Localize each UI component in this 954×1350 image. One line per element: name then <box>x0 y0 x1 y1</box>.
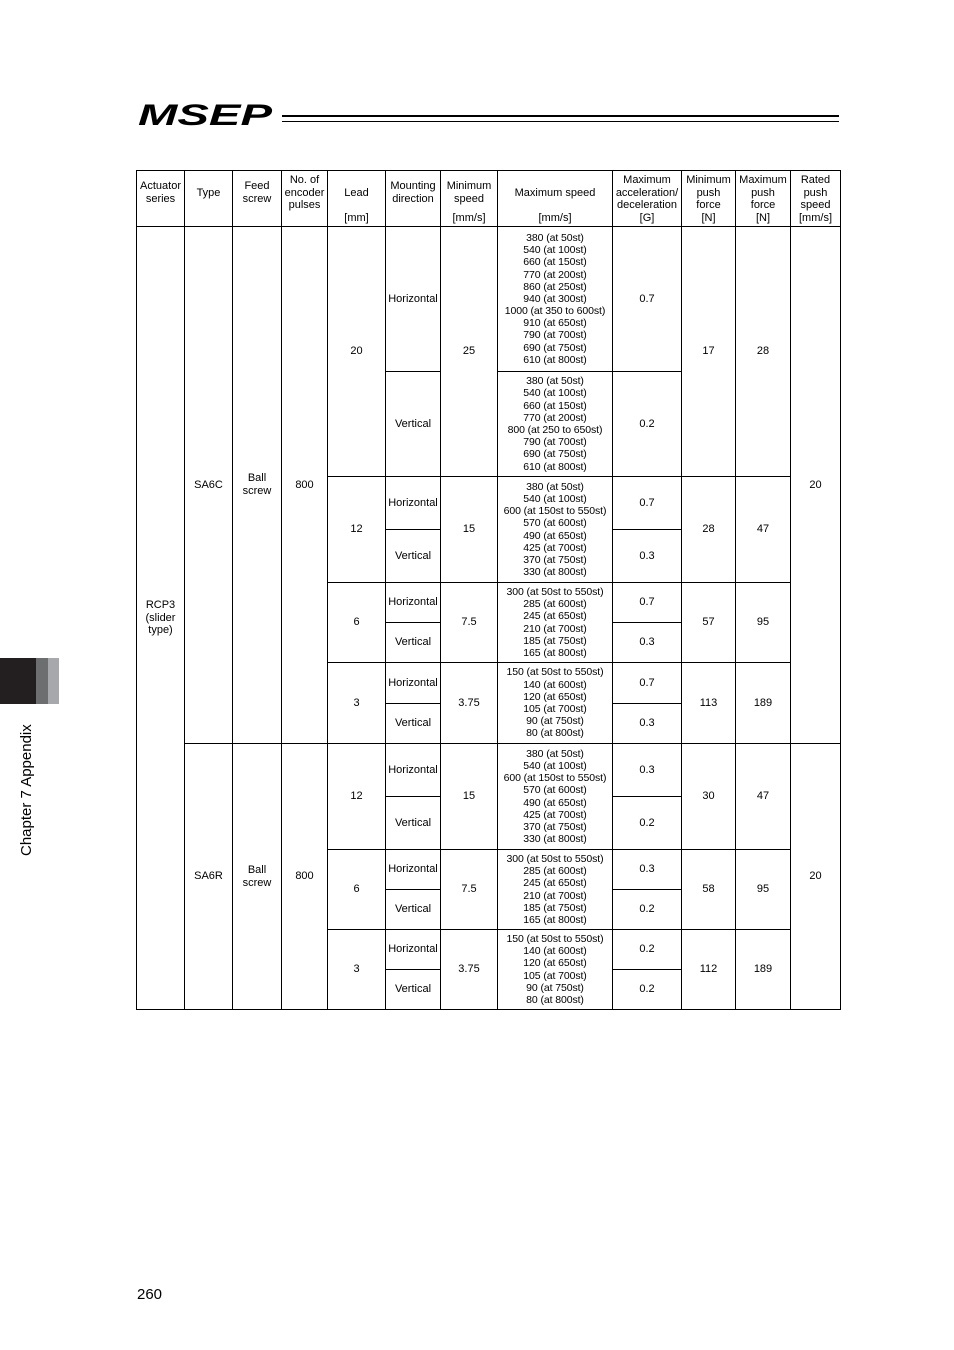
min-speed-cell: 7.5 <box>441 583 498 663</box>
feed-screw-cell: Ball screw <box>233 227 282 744</box>
column-header <box>386 171 441 227</box>
column-header-unit: [N] <box>701 212 716 225</box>
mounting-direction-cell: Horizontal <box>386 477 441 530</box>
mounting-direction-cell: Vertical <box>386 623 441 663</box>
max-speed-cell: 380 (at 50st) 540 (at 100st) 600 (at 150st to 550st) 570 (at 600st) 490 (at 650st) 425 (at 700st) 370 (at 750st) 330 (at 800st) <box>498 744 613 850</box>
column-header-unit: [G] <box>639 212 655 225</box>
column-header <box>137 171 185 227</box>
column-header <box>233 171 282 227</box>
min-push-force-cell: 28 <box>682 477 736 583</box>
mounting-direction-cell: Horizontal <box>386 227 441 372</box>
lead-cell: 3 <box>328 663 386 744</box>
max-acceleration-cell: 0.7 <box>613 477 682 530</box>
column-header <box>791 171 841 227</box>
column-header-unit: [mm/s] <box>538 212 572 225</box>
column-header <box>282 171 328 227</box>
column-header-label: Maximum acceleration/ deceleration <box>615 174 679 212</box>
max-push-force-cell: 28 <box>736 227 791 477</box>
min-push-force-cell: 112 <box>682 930 736 1010</box>
column-header-label: Lead <box>344 186 369 199</box>
min-push-force-cell: 113 <box>682 663 736 744</box>
max-acceleration-cell: 0.3 <box>613 623 682 663</box>
mounting-direction-cell: Horizontal <box>386 850 441 890</box>
lead-cell: 3 <box>328 930 386 1010</box>
column-header <box>328 171 386 227</box>
mounting-direction-cell: Vertical <box>386 970 441 1010</box>
lead-cell: 12 <box>328 744 386 850</box>
max-push-force-cell: 95 <box>736 850 791 930</box>
feed-screw-cell: Ball screw <box>233 744 282 1010</box>
header-row <box>137 171 841 227</box>
mounting-direction-cell: Vertical <box>386 890 441 930</box>
type-cell: SA6R <box>185 744 233 1010</box>
encoder-pulses-cell: 800 <box>282 744 328 1010</box>
column-header-unit: [mm/s] <box>799 212 832 225</box>
max-acceleration-cell: 0.7 <box>613 663 682 704</box>
msep-logo <box>138 94 274 128</box>
max-push-force-cell: 189 <box>736 663 791 744</box>
max-speed-cell: 300 (at 50st to 550st) 285 (at 600st) 245 (at 650st) 210 (at 700st) 185 (at 750st) 165 (at 800st) <box>498 850 613 930</box>
max-speed-cell: 150 (at 50st to 550st) 140 (at 600st) 120 (at 650st) 105 (at 700st) 90 (at 750st) 80 (at 800st) <box>498 663 613 744</box>
lead-cell: 6 <box>328 850 386 930</box>
max-acceleration-cell: 0.2 <box>613 930 682 970</box>
max-acceleration-cell: 0.2 <box>613 970 682 1010</box>
actuator-series-cell: RCP3 (slider type) <box>137 227 185 1010</box>
logo-text: MSEP <box>138 99 274 128</box>
type-cell: SA6C <box>185 227 233 744</box>
max-acceleration-cell: 0.7 <box>613 583 682 623</box>
max-push-force-cell: 189 <box>736 930 791 1010</box>
max-speed-cell: 380 (at 50st) 540 (at 100st) 600 (at 150st to 550st) 570 (at 600st) 490 (at 650st) 425 (at 700st) 370 (at 750st) 330 (at 800st) <box>498 477 613 583</box>
max-acceleration-cell: 0.3 <box>613 530 682 583</box>
column-header-label: No. of encoder pulses <box>284 174 325 212</box>
column-header <box>682 171 736 227</box>
max-speed-cell: 300 (at 50st to 550st) 285 (at 600st) 245 (at 650st) 210 (at 700st) 185 (at 750st) 165 (at 800st) <box>498 583 613 663</box>
mounting-direction-cell: Horizontal <box>386 744 441 797</box>
column-header-label: Maximum speed <box>514 186 596 199</box>
column-header-label: Type <box>196 186 221 199</box>
min-push-force-cell: 30 <box>682 744 736 850</box>
column-header <box>185 171 233 227</box>
max-push-force-cell: 95 <box>736 583 791 663</box>
min-speed-cell: 15 <box>441 744 498 850</box>
rated-push-speed-cell: 20 <box>791 227 841 744</box>
lead-cell: 6 <box>328 583 386 663</box>
encoder-pulses-cell: 800 <box>282 227 328 744</box>
column-header-label: Minimum push force <box>686 174 731 212</box>
header-rule-thick <box>282 115 839 117</box>
max-push-force-cell: 47 <box>736 744 791 850</box>
min-speed-cell: 3.75 <box>441 663 498 744</box>
chapter-label: Chapter 7 Appendix <box>18 724 35 856</box>
min-speed-cell: 15 <box>441 477 498 583</box>
table-row <box>137 744 841 797</box>
column-header-label: Mounting direction <box>390 180 436 205</box>
column-header <box>441 171 498 227</box>
column-header-label: Rated push speed <box>800 174 831 212</box>
min-push-force-cell: 58 <box>682 850 736 930</box>
lead-cell: 20 <box>328 227 386 477</box>
spec-table <box>136 170 841 1010</box>
mounting-direction-cell: Horizontal <box>386 583 441 623</box>
column-header-label: Feed screw <box>242 180 272 205</box>
column-header-label: Maximum push force <box>739 174 787 212</box>
min-speed-cell: 25 <box>441 227 498 477</box>
mounting-direction-cell: Horizontal <box>386 663 441 704</box>
max-acceleration-cell: 0.3 <box>613 850 682 890</box>
chapter-tab-mid <box>36 658 48 704</box>
min-speed-cell: 7.5 <box>441 850 498 930</box>
min-push-force-cell: 57 <box>682 583 736 663</box>
min-speed-cell: 3.75 <box>441 930 498 1010</box>
mounting-direction-cell: Vertical <box>386 372 441 477</box>
max-acceleration-cell: 0.7 <box>613 227 682 372</box>
column-header-label: Actuator series <box>140 180 181 205</box>
rated-push-speed-cell: 20 <box>791 744 841 1010</box>
column-header-unit: [mm] <box>344 212 369 225</box>
chapter-tab-light <box>48 658 59 704</box>
min-push-force-cell: 17 <box>682 227 736 477</box>
max-push-force-cell: 47 <box>736 477 791 583</box>
max-acceleration-cell: 0.2 <box>613 890 682 930</box>
page-number: 260 <box>137 1286 163 1303</box>
column-header-unit: [N] <box>755 212 771 225</box>
lead-cell: 12 <box>328 477 386 583</box>
column-header <box>498 171 613 227</box>
max-acceleration-cell: 0.3 <box>613 704 682 744</box>
max-speed-cell: 150 (at 50st to 550st) 140 (at 600st) 120 (at 650st) 105 (at 700st) 90 (at 750st) 80 (at 800st) <box>498 930 613 1010</box>
mounting-direction-cell: Horizontal <box>386 930 441 970</box>
header-rule-thin <box>282 121 839 122</box>
mounting-direction-cell: Vertical <box>386 704 441 744</box>
column-header <box>613 171 682 227</box>
max-speed-cell: 380 (at 50st) 540 (at 100st) 660 (at 150st) 770 (at 200st) 860 (at 250st) 940 (at 300st) 1000 (at 350 to 600st) 910 (at 650st) 790 (at 700st) 690 (at 750st) 610 (at 800st) <box>498 227 613 372</box>
column-header-unit: [mm/s] <box>452 212 486 225</box>
max-speed-cell: 380 (at 50st) 540 (at 100st) 660 (at 150st) 770 (at 200st) 800 (at 250 to 650st) 790 (at 700st) 690 (at 750st) 610 (at 800st) <box>498 372 613 477</box>
max-acceleration-cell: 0.2 <box>613 372 682 477</box>
column-header-label: Minimum speed <box>446 180 492 205</box>
mounting-direction-cell: Vertical <box>386 530 441 583</box>
column-header <box>736 171 791 227</box>
table-row <box>137 227 841 372</box>
mounting-direction-cell: Vertical <box>386 797 441 850</box>
chapter-tab-dark <box>0 658 36 704</box>
max-acceleration-cell: 0.3 <box>613 744 682 797</box>
max-acceleration-cell: 0.2 <box>613 797 682 850</box>
